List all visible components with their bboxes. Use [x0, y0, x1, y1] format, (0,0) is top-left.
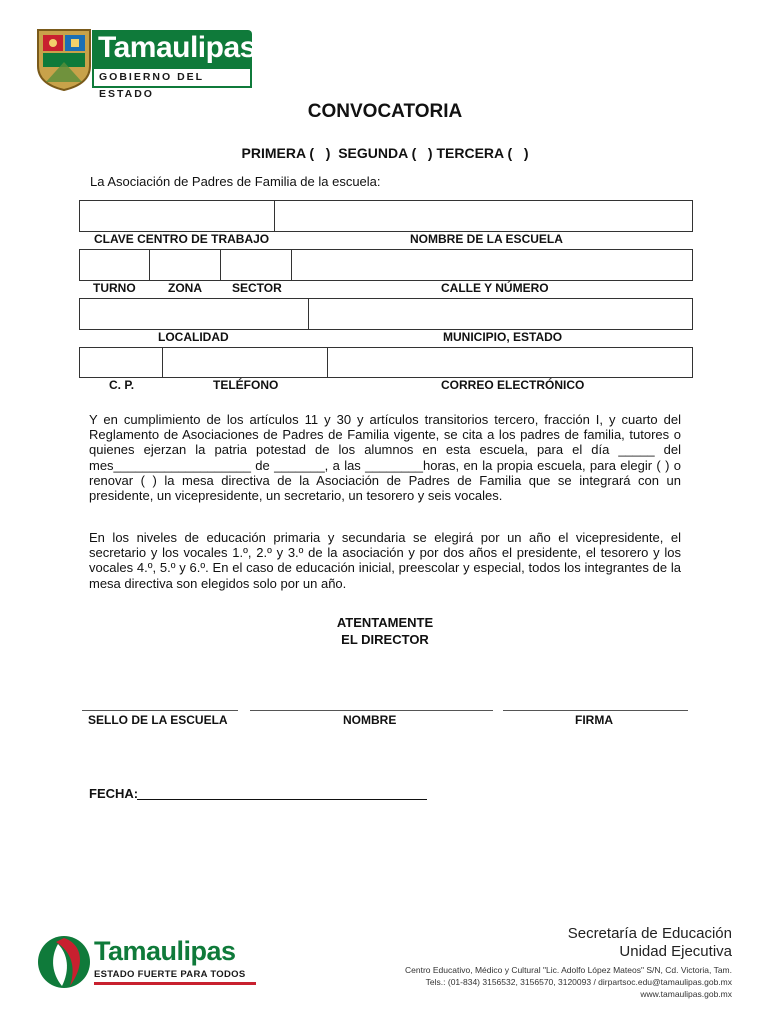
cp-label: C. P.: [109, 378, 135, 392]
sello-line[interactable]: [82, 710, 238, 711]
zona-field[interactable]: [150, 250, 220, 280]
telefono-label: TELÉFONO: [213, 378, 279, 392]
municipio-field[interactable]: [309, 299, 692, 329]
municipio-label: MUNICIPIO, ESTADO: [443, 330, 563, 344]
correo-field[interactable]: [328, 348, 692, 377]
nombre-escuela-field[interactable]: [275, 201, 692, 231]
sello-label: SELLO DE LA ESCUELA: [88, 713, 228, 727]
row1-box: [79, 200, 693, 232]
header-logo-band: [92, 30, 256, 100]
firma-label: FIRMA: [575, 713, 613, 727]
footer-logo-name: Tamaulipas: [94, 936, 236, 966]
header-logo-subtitle: GOBIERNO DEL ESTADO: [99, 71, 204, 100]
footer-contact: Tels.: (01-834) 3156532, 3156570, 3120093 / dirpartsoc.edu@tamaulipas.gob.mx: [425, 977, 732, 987]
intro-text: La Asociación de Padres de Familia de la escuela:: [90, 174, 381, 189]
localidad-field[interactable]: [80, 299, 308, 329]
nombre-line[interactable]: [250, 710, 493, 711]
nombre-label: NOMBRE: [343, 713, 397, 727]
turno-field[interactable]: [80, 250, 149, 280]
footer-logo-tagline: ESTADO FUERTE PARA TODOS: [94, 969, 256, 985]
footer-web[interactable]: www.tamaulipas.gob.mx: [640, 989, 732, 999]
header-logo: [34, 26, 256, 100]
footer-emblem-icon: [36, 934, 92, 990]
paragraph-terms: En los niveles de educación primaria y secundaria se elegirá por un año el vicepresidente, el secretario y los vocales 1.º, 2.º y 3.º de la asociación y por dos años el presidente, el tesorero y los vocales 4.º, 5.º y 6.º. En el caso de educación inicial, preescolar y especial, todos los integrantes de la mesa directiva son elegidos solo por un año.: [89, 530, 681, 591]
clave-field[interactable]: [80, 201, 274, 231]
correo-label: CORREO ELECTRÓNICO: [441, 378, 585, 392]
state-shield-icon: [34, 26, 94, 92]
telefono-field[interactable]: [163, 348, 327, 377]
sector-field[interactable]: [221, 250, 291, 280]
closing-line1: ATENTAMENTE: [336, 615, 434, 630]
row4-box: [79, 347, 693, 378]
paragraph-citation: Y en cumplimiento de los artículos 11 y 30 y artículos transitorios tercero, fracción I, y cuarto del Reglamento de Asociaciones de Padres de Familia vigente, se cita a los padres de familia, tutores o quienes ejerzan la patria potestad de los alumnos en esta escuela, para el día _____ del mes___________________ de _______, a las ________horas, en la propia escuela, para elegir ( ) o renovar ( ) la mesa directiva de la Asociación de Padres de Familia que se integrará con un presidente, un vicepresidente, un secretario, un tesorero y seis vocales.: [89, 412, 681, 504]
clave-label: CLAVE CENTRO DE TRABAJO: [94, 232, 270, 246]
fecha-line[interactable]: [137, 799, 427, 800]
header-logo-name: Tamaulipas: [98, 31, 256, 64]
nombre-escuela-label: NOMBRE DE LA ESCUELA: [410, 232, 563, 246]
page-title: CONVOCATORIA: [307, 101, 463, 122]
fecha-label: FECHA:: [89, 786, 139, 801]
localidad-label: LOCALIDAD: [158, 330, 229, 344]
cp-field[interactable]: [80, 348, 162, 377]
footer-logo: [36, 934, 246, 994]
firma-line[interactable]: [503, 710, 688, 711]
closing-line2: EL DIRECTOR: [341, 632, 429, 647]
calle-field[interactable]: [292, 250, 692, 280]
footer-unit: Unidad Ejecutiva: [619, 943, 732, 960]
calle-label: CALLE Y NÚMERO: [441, 281, 549, 295]
header-logo-subtitle-band: [92, 67, 252, 100]
round-selection: PRIMERA ( ) SEGUNDA ( ) TERCERA ( ): [241, 145, 529, 161]
row2-box: [79, 249, 693, 281]
turno-label: TURNO: [93, 281, 136, 295]
sector-label: SECTOR: [232, 281, 282, 295]
footer-address: Centro Educativo, Médico y Cultural "Lic. Adolfo López Mateos" S/N, Cd. Victoria, Tam.: [405, 965, 732, 975]
zona-label: ZONA: [168, 281, 202, 295]
footer-info: [360, 925, 732, 999]
row3-box: [79, 298, 693, 330]
footer-dept: Secretaría de Educación: [567, 925, 732, 942]
